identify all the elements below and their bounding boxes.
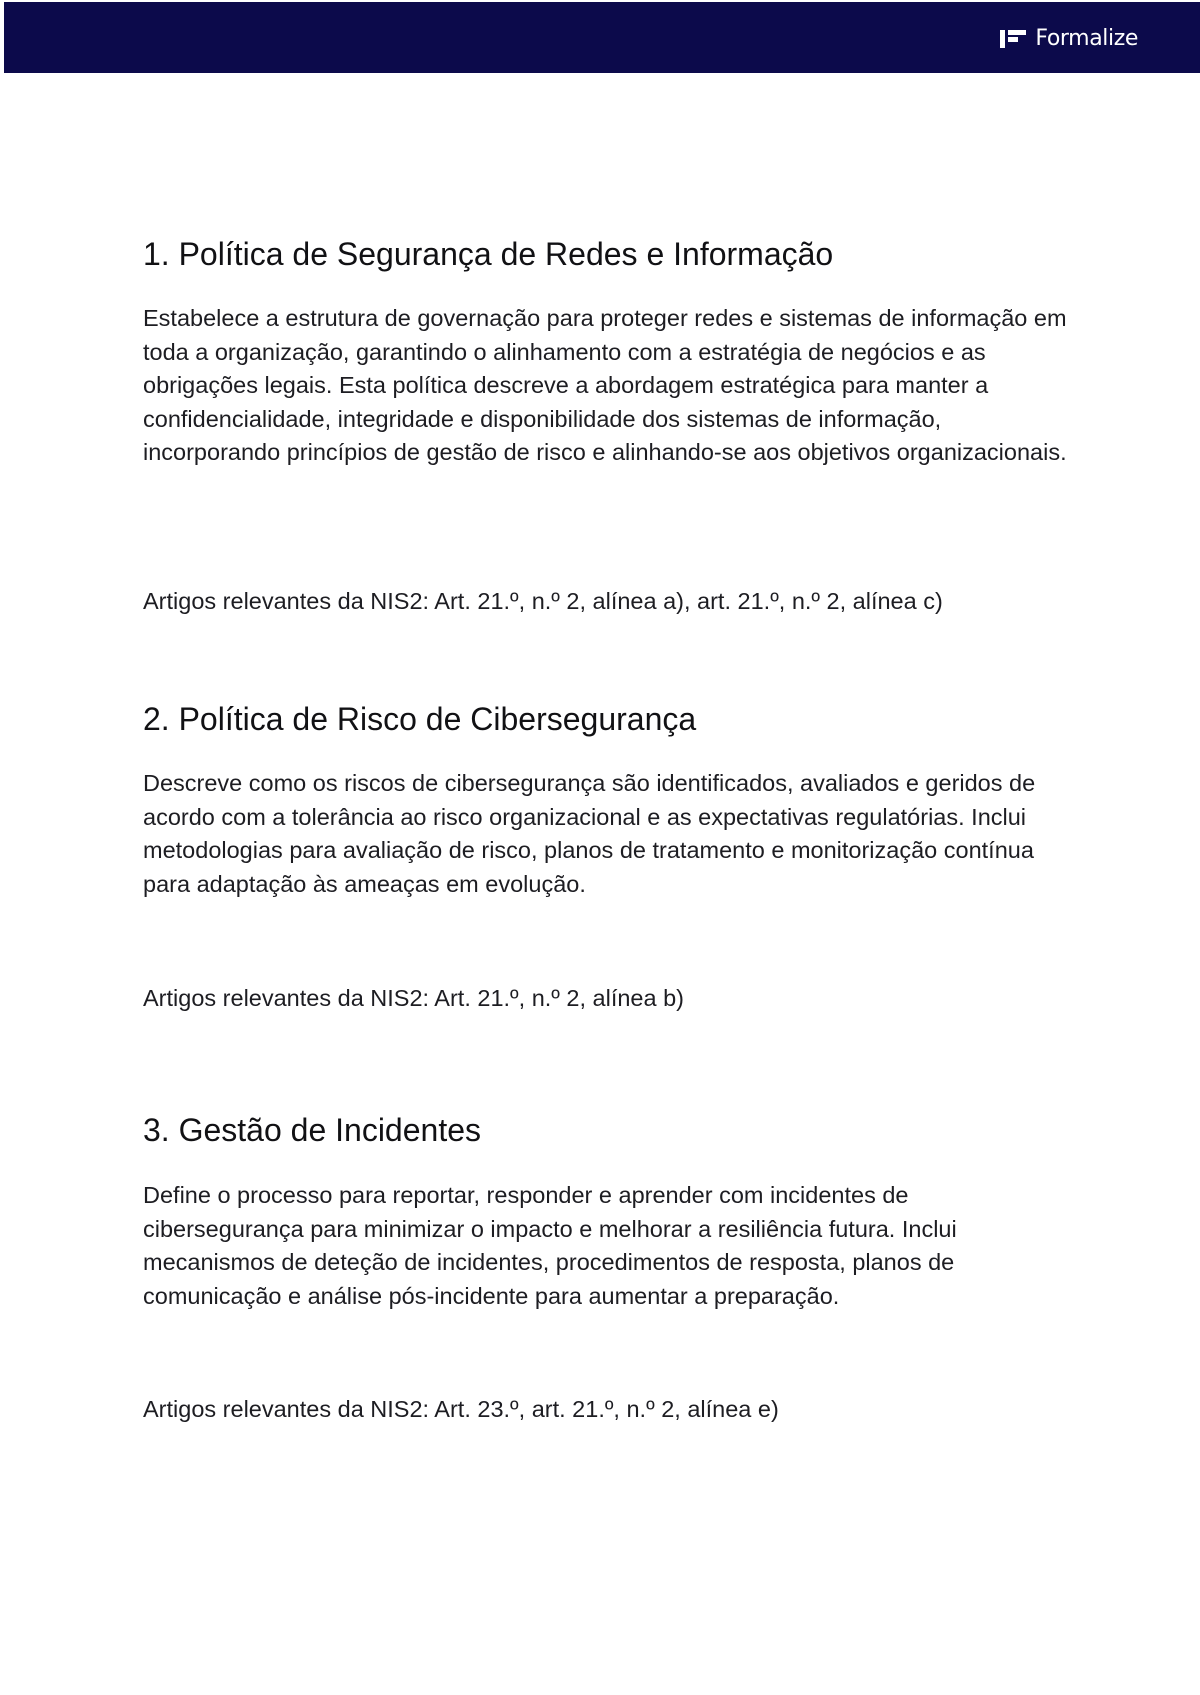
section-articles: Artigos relevantes da NIS2: Art. 21.º, n.º 2, alínea b) <box>143 985 684 1011</box>
section-description: Descreve como os riscos de cibersegurança são identificados, avaliados e geridos de acordo com a tolerância ao risco organizacional e as expectativas regulatórias. Inclui metodologias para avaliação de risco, planos de tratamento e monitorização contínua para adaptação às ameaças em evolução. <box>143 770 1036 897</box>
section-articles: Artigos relevantes da NIS2: Art. 23.º, art. 21.º, n.º 2, alínea e) <box>143 1396 779 1422</box>
section-title: 3. Gestão de Incidentes <box>143 1112 481 1148</box>
section-title: 2. Política de Risco de Cibersegurança <box>143 701 697 737</box>
section-articles: Artigos relevantes da NIS2: Art. 21.º, n.º 2, alínea a), art. 21.º, n.º 2, alínea c) <box>143 588 943 614</box>
section-title: 1. Política de Segurança de Redes e Informação <box>143 236 834 272</box>
formalize-logo-icon <box>1000 30 1026 48</box>
header-bar <box>4 2 1200 73</box>
brand-logo[interactable] <box>1000 26 1138 52</box>
section-description: Define o processo para reportar, responder e aprender com incidentes de cibersegurança para minimizar o impacto e melhorar a resiliência futura. Inclui mecanismos de deteção de incidentes, procedimentos de resposta, planos de comunicação e análise pós-incidente para aumentar a preparação. <box>143 1182 957 1309</box>
section-description: Estabelece a estrutura de governação para proteger redes e sistemas de informação em toda a organização, garantindo o alinhamento com a estratégia de negócios e as obrigações legais. Esta política descreve a abordagem estratégica para manter a confidencialidade, integridade e disponibilidade dos sistemas de informação, incorporando princípios de gestão de risco e alinhando-se aos objetivos organizacionais. <box>143 305 1067 466</box>
brand-name: Formalize <box>1035 26 1138 51</box>
